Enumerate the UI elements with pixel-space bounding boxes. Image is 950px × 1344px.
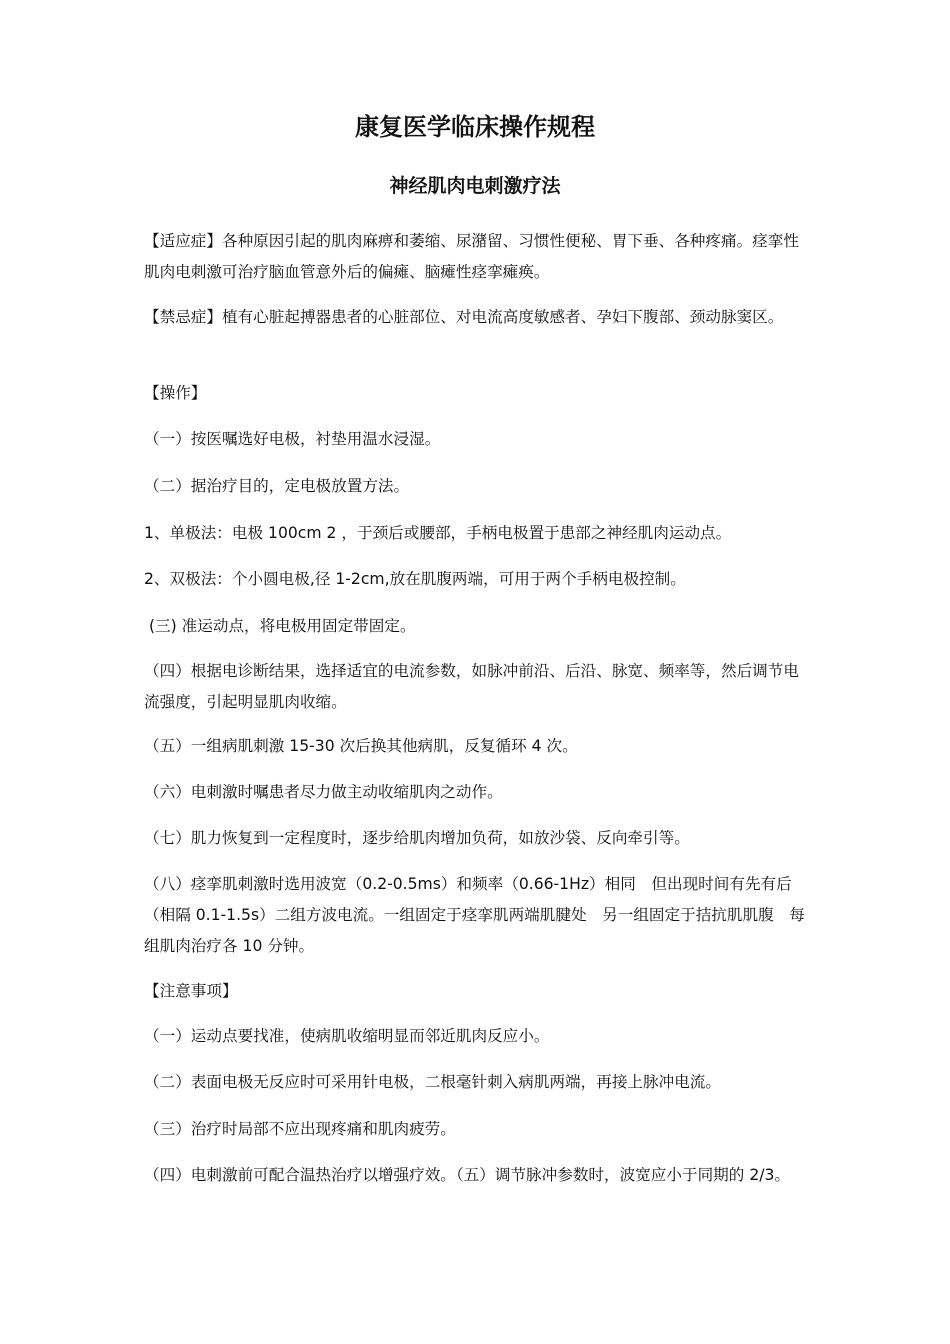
document-subtitle: 神经肌肉电刺激疗法 xyxy=(389,175,561,197)
operation-step: （四）根据电诊断结果，选择适宜的电流参数，如脉冲前沿、后沿、脉宽、频率等，然后调节电流强度，引起明显肌肉收缩。 xyxy=(144,662,799,711)
operation-step: 2、双极法：个小圆电极,径 1-2cm,放在肌腹两端，可用于两个手柄电极控制。 xyxy=(144,570,686,588)
indications-paragraph: 【适应症】各种原因引起的肌肉麻痹和萎缩、尿潴留、习惯性便秘、胃下垂、各种疼痛。痉挛性肌肉电刺激可治疗脑血管意外后的偏瘫、脑瘫性痉挛瘫痪。 xyxy=(144,232,799,281)
operation-step: （七）肌力恢复到一定程度时，逐步给肌肉增加负荷，如放沙袋、反向牵引等。 xyxy=(144,829,690,847)
operation-step: （二）据治疗目的，定电极放置方法。 xyxy=(144,477,410,495)
operation-heading: 【操作】 xyxy=(144,384,207,402)
note-item: （四）电刺激前可配合温热治疗以增强疗效。（五）调节脉冲参数时，波宽应小于同期的 2/3。 xyxy=(144,1166,791,1184)
operation-step: （五）一组病肌刺激 15-30 次后换其他病肌，反复循环 4 次。 xyxy=(144,737,578,755)
operation-step: （八）痉挛肌刺激时选用波宽（0.2-0.5ms）和频率（0.66-1Hz）相同 但出现时间有先有后（相隔 0.1-1.5s）二组方波电流。一组固定于痉挛肌两端肌腱处 另一组固定于拮抗肌肌腹 每组肌肉治疗各 10 分钟。 xyxy=(144,875,805,955)
note-item: （一）运动点要找准，使病肌收缩明显而邻近肌肉反应小。 xyxy=(144,1027,550,1045)
note-item: （二）表面电极无反应时可采用针电极，二根毫针刺入病肌两端，再接上脉冲电流。 xyxy=(144,1073,721,1091)
operation-step: （一）按医嘱选好电极，衬垫用温水浸湿。 xyxy=(144,430,441,448)
document-title: 康复医学临床操作规程 xyxy=(355,113,595,141)
operation-step: 1、单极法：电极 100cm 2 ，于颈后或腰部，手柄电极置于患部之神经肌肉运动点。 xyxy=(144,524,732,542)
contraindications-paragraph: 【禁忌症】植有心脏起搏器患者的心脏部位、对电流高度敏感者、孕妇下腹部、颈动脉窦区。 xyxy=(144,308,784,326)
operation-step: (三) 准运动点，将电极用固定带固定。 xyxy=(144,617,416,635)
note-item: （三）治疗时局部不应出现疼痛和肌肉疲劳。 xyxy=(144,1120,456,1138)
operation-step: （六）电刺激时嘱患者尽力做主动收缩肌肉之动作。 xyxy=(144,783,503,801)
notes-heading: 【注意事项】 xyxy=(144,982,238,1000)
